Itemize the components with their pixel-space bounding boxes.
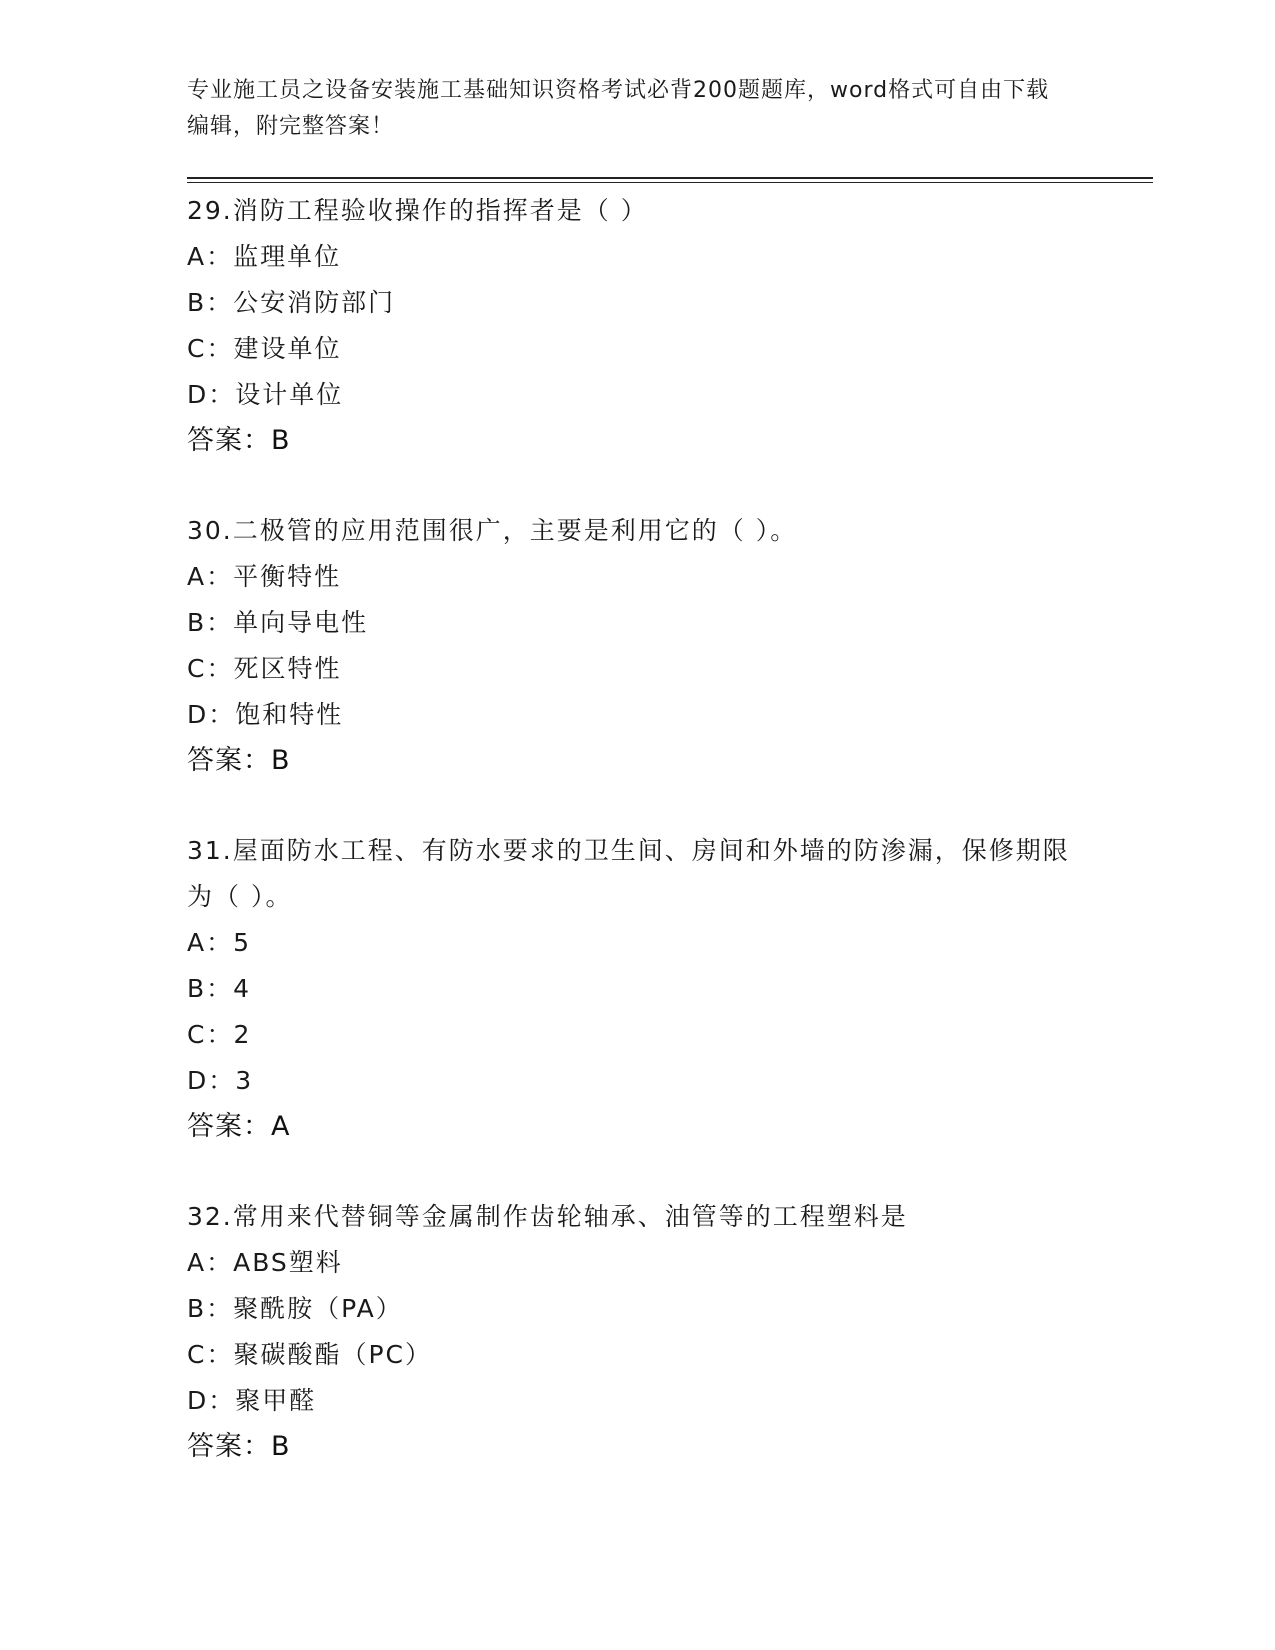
answer-line: 答案：A	[187, 1111, 291, 1142]
question-text: 30.二极管的应用范围很广，主要是利用它的（ ）。	[187, 516, 798, 545]
option-a: A：5	[187, 928, 252, 957]
question-spacer	[187, 784, 1087, 828]
question-spacer	[187, 1150, 1087, 1194]
document-header: 专业施工员之设备安装施工基础知识资格考试必背200题题库，word格式可自由下载编辑，附完整答案！	[187, 78, 1050, 139]
answer-line: 答案：B	[187, 425, 291, 456]
answer-line: 答案：B	[187, 1431, 291, 1462]
option-d: D：聚甲醛	[187, 1386, 317, 1415]
question-32	[187, 1194, 1087, 1470]
question-list	[187, 188, 1087, 1470]
option-c: C：2	[187, 1020, 252, 1049]
question-spacer	[187, 464, 1087, 508]
question-30	[187, 508, 1087, 784]
option-a: A：监理单位	[187, 242, 342, 271]
header-divider-top	[187, 177, 1153, 179]
question-text: 32.常用来代替铜等金属制作齿轮轴承、油管等的工程塑料是	[187, 1202, 908, 1231]
header-divider-bottom	[187, 182, 1153, 183]
question-31	[187, 828, 1087, 1150]
option-b: B：4	[187, 974, 252, 1003]
option-a: A：平衡特性	[187, 562, 342, 591]
option-b: B：公安消防部门	[187, 288, 396, 317]
option-b: B：聚酰胺（PA）	[187, 1294, 403, 1323]
option-a: A：ABS塑料	[187, 1248, 343, 1277]
question-text: 31.屋面防水工程、有防水要求的卫生间、房间和外墙的防渗漏，保修期限为（ ）。	[187, 836, 1070, 911]
option-d: D：3	[187, 1066, 254, 1095]
option-c: C：死区特性	[187, 654, 342, 683]
option-b: B：单向导电性	[187, 608, 369, 637]
option-d: D：饱和特性	[187, 700, 344, 729]
question-29	[187, 188, 1087, 464]
question-text: 29.消防工程验收操作的指挥者是（ ）	[187, 196, 648, 225]
option-c: C：建设单位	[187, 334, 342, 363]
option-d: D：设计单位	[187, 380, 344, 409]
answer-line: 答案：B	[187, 745, 291, 776]
option-c: C：聚碳酸酯（PC）	[187, 1340, 432, 1369]
